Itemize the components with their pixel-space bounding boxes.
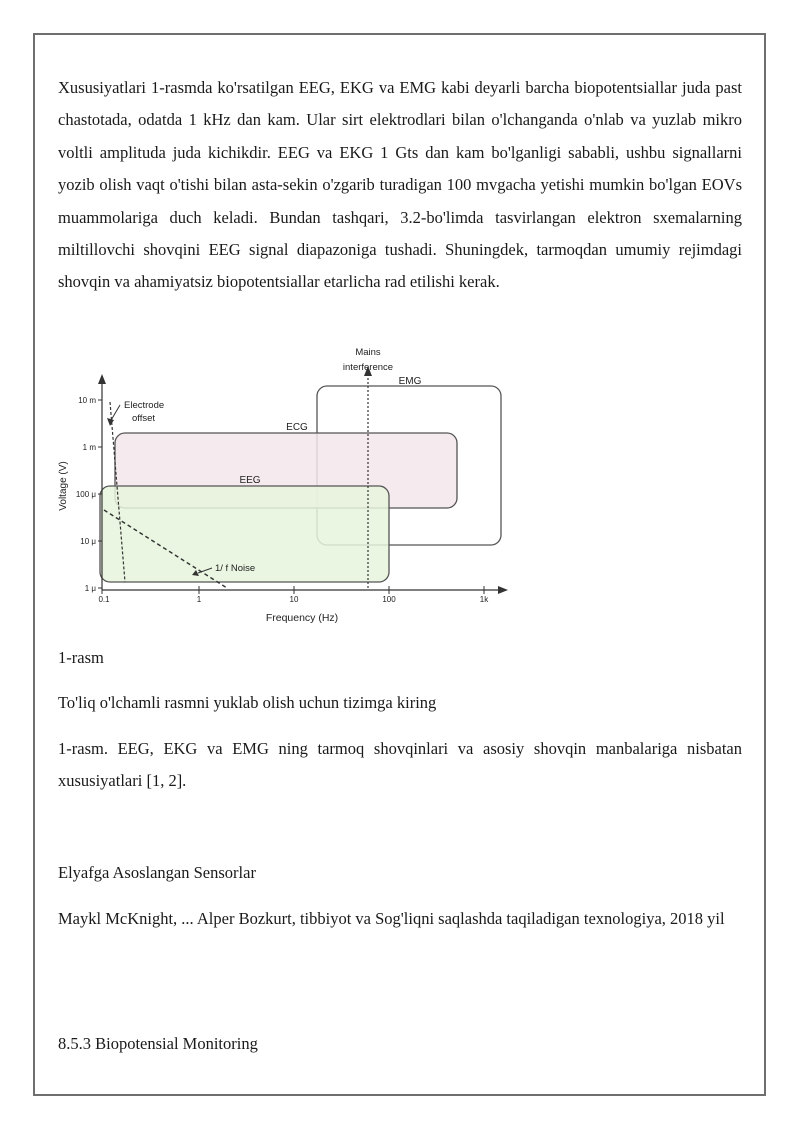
x-axis-label: Frequency (Hz): [265, 612, 339, 624]
ecg-label: ECG: [286, 422, 308, 433]
emg-label: EMG: [398, 376, 422, 387]
reference-citation: Maykl McKnight, ... Alper Bozkurt, tibbiyot va Sog'liqni saqlashda taqiladigan texnologiya, 2018 yil: [58, 909, 725, 928]
figure-caption: 1-rasm. EEG, EKG va EMG ning tarmoq shovqinlari va asosiy shovqin manbalariga nisbatan xususiyatlari [1, 2].: [58, 739, 742, 791]
body-paragraph: Xususiyatlari 1-rasmda ko'rsatilgan EEG, EKG va EMG kabi deyarli barcha biopotentsiallar juda past chastotada, odatda 1 kHz dan kam. Ular sirt elektrodlari bilan o'lchanganda o'nlab va yuzlab mikro voltli amplituda juda kichikdir. EEG va EKG 1 Gts dan kam bo'lganligi sababli, ushbu signallarni yozib olish vaqt o'tishi bilan asta-sekin o'zgarib turadigan 100 mvgacha yetishi mumkin bo'lgan EOVs muammolariga duch keladi. Bundan tashqari, 3.2-bo'limda tasvirlangan elektron sxemalarning miltillovchi shovqini EEG signal diapazoniga tushadi. Shuningdek, tarmoqdan umumiy rejimdagi shovqin va ahamiyatsiz biopotentsiallar etarlicha rad etilishi kerak.: [58, 78, 742, 292]
x-tick-label: 1k: [479, 595, 489, 604]
mains-label: Mains: [355, 347, 381, 358]
download-login-link[interactable]: To'liq o'lchamli rasmni yuklab olish uchun tizimga kiring: [58, 693, 437, 712]
x-tick-label: 10: [289, 595, 299, 604]
biopotential-diagram: [52, 340, 522, 630]
y-tick-label: 10 m: [78, 396, 96, 405]
y-tick-label: 1 μ: [84, 584, 96, 593]
y-axis-arrow: [98, 374, 106, 384]
x-tick-label: 1: [196, 595, 202, 604]
section-title: Elyafga Asoslangan Sensorlar: [58, 863, 256, 882]
figure-biopotential-chart: [52, 340, 522, 630]
electrode-offset-arrow: [107, 418, 114, 426]
y-tick-label: 10 μ: [80, 537, 96, 546]
electrode-offset-label: offset: [132, 413, 156, 424]
mains-label: interference: [342, 362, 394, 373]
noise-label: 1/ f Noise: [215, 563, 256, 574]
y-tick-label: 100 μ: [75, 490, 96, 499]
electrode-offset-label: Electrode: [124, 400, 165, 411]
x-tick-label: 100: [382, 595, 396, 604]
subsection-title: 8.5.3 Biopotensial Monitoring: [58, 1034, 258, 1053]
eeg-label: EEG: [239, 475, 261, 486]
x-tick-label: 0.1: [98, 595, 110, 604]
x-axis-arrow: [498, 586, 508, 594]
y-axis-label: Voltage (V): [58, 461, 69, 511]
figure-label: 1-rasm: [58, 648, 104, 667]
y-tick-label: 1 m: [82, 443, 96, 452]
